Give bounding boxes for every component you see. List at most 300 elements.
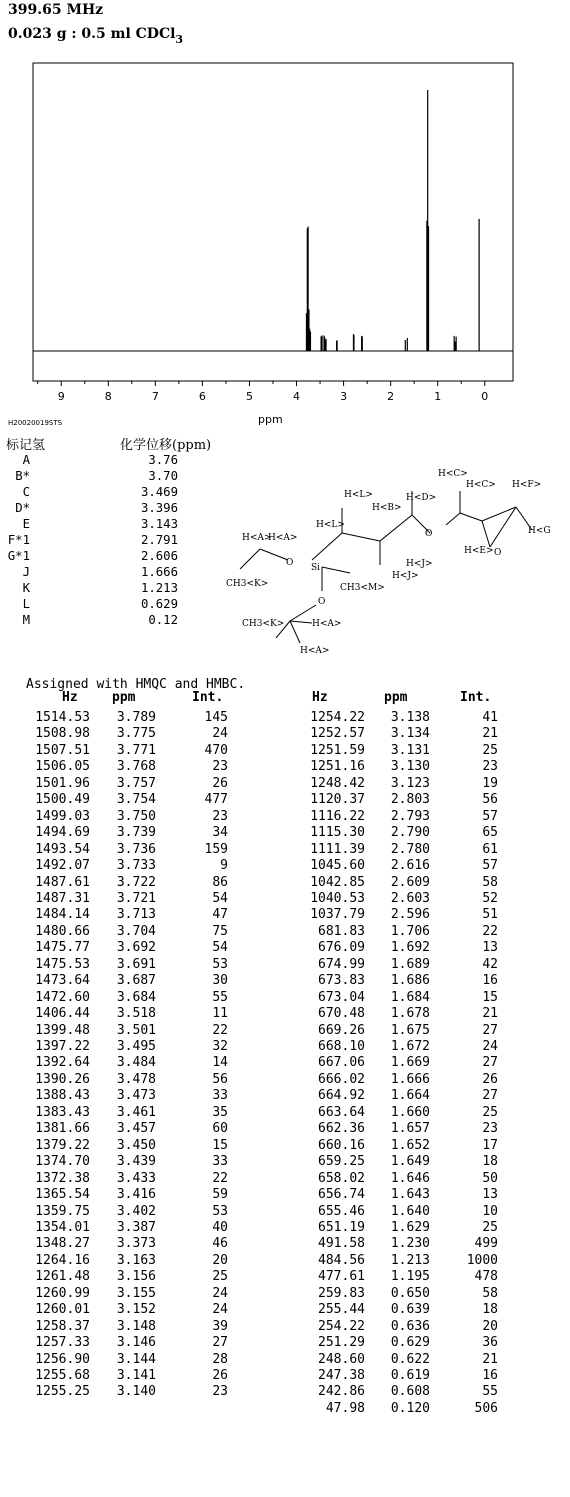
hz-value: 1372.38	[35, 1170, 90, 1186]
ppm-value: 3.373	[116, 1236, 156, 1252]
hz-value: 1499.03	[35, 808, 90, 824]
intensity-value: 61	[482, 841, 498, 857]
ppm-value: 3.768	[116, 759, 156, 775]
proton-label: E	[22, 517, 30, 531]
intensity-value: 16	[482, 1368, 498, 1383]
ppm-value: 1.629	[390, 1219, 430, 1235]
intensity-value: 499	[474, 1236, 498, 1252]
ppm-value: 1.657	[390, 1121, 430, 1137]
chemical-shift: 3.469	[140, 485, 178, 499]
hz-value: 651.19	[318, 1219, 365, 1235]
chemical-shift: 3.70	[148, 469, 178, 483]
intensity-value: 59	[212, 1187, 228, 1203]
hz-value: 248.60	[318, 1351, 365, 1367]
intensity-value: 24	[212, 1302, 228, 1318]
x-axis-label: ppm	[258, 413, 283, 426]
intensity-value: 1000	[466, 1252, 498, 1268]
x-tick-label: 9	[57, 390, 65, 403]
ppm-value: 1.672	[390, 1039, 430, 1054]
intensity-value: 55	[212, 989, 228, 1005]
col-ppm-left: ppm	[112, 690, 136, 705]
intensity-value: 25	[212, 1269, 228, 1285]
ppm-value: 3.722	[116, 874, 156, 890]
intensity-value: 25	[482, 1219, 498, 1235]
hz-value: 1365.54	[35, 1187, 90, 1203]
ppm-value: 1.678	[390, 1006, 430, 1022]
ppm-value: 1.669	[390, 1055, 430, 1071]
hz-value: 656.74	[318, 1187, 365, 1203]
intensity-value: 52	[482, 890, 498, 906]
ppm-value: 3.473	[116, 1088, 156, 1104]
intensity-value: 41	[482, 710, 498, 725]
hz-value: 1111.39	[310, 841, 365, 857]
hz-value: 659.25	[318, 1154, 365, 1170]
hz-value: 667.06	[318, 1055, 365, 1071]
ppm-value: 1.230	[390, 1236, 430, 1252]
intensity-value: 57	[482, 858, 498, 874]
ppm-value: 3.148	[116, 1318, 156, 1334]
proton-label: A	[22, 453, 30, 467]
chemical-shift: 0.12	[148, 613, 178, 627]
intensity-value: 478	[474, 1269, 498, 1285]
hz-value: 666.02	[318, 1071, 365, 1087]
hz-value: 670.48	[318, 1006, 365, 1022]
hz-value: 669.26	[318, 1022, 365, 1038]
ppm-value: 1.692	[390, 940, 430, 956]
hz-value: 658.02	[318, 1170, 365, 1186]
hz-value: 484.56	[318, 1252, 365, 1268]
intensity-value: 26	[212, 1368, 228, 1383]
hz-value: 1487.31	[35, 890, 90, 906]
hz-value: 674.99	[318, 956, 365, 972]
hz-value: 1390.26	[35, 1071, 90, 1087]
proton-label: J	[22, 565, 30, 579]
chemical-shift: 3.143	[140, 517, 178, 531]
intensity-value: 23	[212, 759, 228, 775]
intensity-value: 13	[482, 1187, 498, 1203]
chemical-shift: 1.666	[140, 565, 178, 579]
ppm-value: 0.636	[390, 1318, 430, 1334]
hz-value: 1501.96	[35, 775, 90, 791]
ppm-value: 2.603	[390, 890, 430, 906]
intensity-value: 21	[482, 1006, 498, 1022]
atom-label: H<G	[528, 526, 551, 536]
ppm-value: 2.803	[390, 792, 430, 808]
molecule-structure	[220, 463, 560, 663]
col-ppm-right: ppm	[384, 690, 408, 705]
proton-label: G*1	[7, 549, 30, 563]
ppm-value: 3.439	[116, 1154, 156, 1170]
hz-value: 1475.53	[35, 956, 90, 972]
intensity-value: 20	[212, 1252, 228, 1268]
intensity-value: 35	[212, 1104, 228, 1120]
x-tick-label: 4	[293, 390, 301, 403]
ppm-value: 1.689	[390, 956, 430, 972]
atom-label: H<C>	[466, 480, 496, 490]
atom-label: H<A>	[242, 533, 272, 543]
hz-value: 660.16	[318, 1137, 365, 1153]
hz-value: 1256.90	[35, 1351, 90, 1367]
ppm-value: 2.793	[390, 808, 430, 824]
ppm-value: 2.790	[390, 825, 430, 841]
intensity-value: 20	[482, 1318, 498, 1334]
ppm-value: 0.619	[390, 1368, 430, 1383]
chemical-shift: 3.396	[140, 501, 178, 515]
hz-value: 1492.07	[35, 858, 90, 874]
hz-value: 1406.44	[35, 1006, 90, 1022]
intensity-value: 18	[482, 1302, 498, 1318]
intensity-value: 21	[482, 726, 498, 742]
hz-value: 1264.16	[35, 1252, 90, 1268]
hz-value: 1374.70	[35, 1154, 90, 1170]
proton-label: B*	[15, 469, 30, 483]
intensity-value: 24	[212, 726, 228, 742]
hz-value: 1493.54	[35, 841, 90, 857]
intensity-value: 17	[482, 1137, 498, 1153]
ppm-value: 0.608	[390, 1384, 430, 1400]
hz-value: 668.10	[318, 1039, 365, 1054]
hz-value: 1261.48	[35, 1269, 90, 1285]
ppm-value: 2.780	[390, 841, 430, 857]
ppm-value: 0.120	[390, 1400, 430, 1416]
ppm-value: 3.146	[116, 1335, 156, 1351]
intensity-value: 9	[220, 858, 228, 874]
ppm-value: 3.131	[390, 742, 430, 758]
atom-label: Si	[311, 563, 321, 573]
hz-value: 1248.42	[310, 775, 365, 791]
x-tick-label: 8	[104, 390, 112, 403]
hz-value: 1473.64	[35, 973, 90, 989]
intensity-value: 24	[482, 1039, 498, 1054]
spectrometer-frequency: 399.65 MHz	[8, 2, 104, 18]
ppm-value: 0.622	[390, 1351, 430, 1367]
intensity-value: 33	[212, 1154, 228, 1170]
nmr-spectrum-chart	[0, 0, 570, 420]
x-tick-label: 1	[434, 390, 442, 403]
hz-value: 1037.79	[310, 907, 365, 923]
intensity-value: 46	[212, 1236, 228, 1252]
hz-value: 1484.14	[35, 907, 90, 923]
ppm-value: 1.684	[390, 989, 430, 1005]
ppm-value: 3.478	[116, 1071, 156, 1087]
ppm-value: 3.130	[390, 759, 430, 775]
intensity-value: 53	[212, 1203, 228, 1219]
hz-value: 663.64	[318, 1104, 365, 1120]
ppm-value: 3.733	[116, 858, 156, 874]
intensity-value: 47	[212, 907, 228, 923]
intensity-value: 54	[212, 890, 228, 906]
ppm-value: 3.736	[116, 841, 156, 857]
hz-value: 1040.53	[310, 890, 365, 906]
hz-value: 259.83	[318, 1285, 365, 1301]
atom-label: H<F>	[512, 480, 542, 490]
intensity-value: 11	[212, 1006, 228, 1022]
ppm-value: 2.616	[390, 858, 430, 874]
atom-label: H<A>	[300, 646, 330, 656]
hz-value: 1359.75	[35, 1203, 90, 1219]
ppm-value: 1.664	[390, 1088, 430, 1104]
ppm-value: 3.416	[116, 1187, 156, 1203]
hz-value: 1480.66	[35, 923, 90, 939]
hz-value: 1381.66	[35, 1121, 90, 1137]
intensity-value: 10	[482, 1203, 498, 1219]
hz-value: 1042.85	[310, 874, 365, 890]
intensity-value: 65	[482, 825, 498, 841]
intensity-value: 23	[482, 759, 498, 775]
intensity-value: 58	[482, 1285, 498, 1301]
ppm-value: 3.739	[116, 825, 156, 841]
proton-label: L	[22, 597, 30, 611]
chemical-shift: 2.606	[140, 549, 178, 563]
intensity-value: 23	[212, 808, 228, 824]
hz-value: 477.61	[318, 1269, 365, 1285]
spectrum-peaks	[306, 90, 479, 351]
ppm-value: 3.713	[116, 907, 156, 923]
hz-value: 1251.16	[310, 759, 365, 775]
intensity-value: 159	[204, 841, 228, 857]
assignment-note: Assigned with HMQC and HMBC.	[26, 677, 246, 692]
hz-value: 662.36	[318, 1121, 365, 1137]
ppm-value: 3.144	[116, 1351, 156, 1367]
ppm-value: 1.195	[390, 1269, 430, 1285]
intensity-value: 19	[482, 775, 498, 791]
col-hz-left: Hz	[62, 690, 78, 705]
intensity-value: 86	[212, 874, 228, 890]
col-int-left: Int.	[192, 690, 224, 705]
hz-value: 1260.99	[35, 1285, 90, 1301]
chemical-shift: 0.629	[140, 597, 178, 611]
ppm-value: 3.141	[116, 1368, 156, 1383]
hz-value: 1500.49	[35, 792, 90, 808]
intensity-value: 22	[212, 1022, 228, 1038]
atom-label: O	[286, 558, 294, 568]
ppm-value: 3.789	[116, 710, 156, 725]
hz-value: 1399.48	[35, 1022, 90, 1038]
hz-value: 1354.01	[35, 1219, 90, 1235]
x-tick-label: 7	[151, 390, 159, 403]
hz-value: 1475.77	[35, 940, 90, 956]
intensity-value: 477	[204, 792, 228, 808]
intensity-value: 36	[482, 1335, 498, 1351]
ppm-value: 3.775	[116, 726, 156, 742]
col-hz-right: Hz	[312, 690, 328, 705]
atom-label: H<D>	[406, 493, 437, 503]
ppm-value: 3.134	[390, 726, 430, 742]
hz-value: 1255.25	[35, 1384, 90, 1400]
ppm-value: 3.692	[116, 940, 156, 956]
intensity-value: 470	[204, 742, 228, 758]
ppm-value: 3.704	[116, 923, 156, 939]
atom-label: H<A>	[268, 533, 298, 543]
hz-value: 254.22	[318, 1318, 365, 1334]
assign-header-label: 标记氢	[6, 438, 46, 453]
intensity-value: 53	[212, 956, 228, 972]
ppm-value: 3.402	[116, 1203, 156, 1219]
ppm-value: 1.643	[390, 1187, 430, 1203]
hz-value: 1116.22	[310, 808, 365, 824]
ppm-value: 3.461	[116, 1104, 156, 1120]
ppm-value: 0.639	[390, 1302, 430, 1318]
chemical-shift: 2.791	[140, 533, 178, 547]
ppm-value: 3.501	[116, 1022, 156, 1038]
x-axis-ticks	[38, 381, 489, 403]
intensity-value: 23	[212, 1384, 228, 1400]
hz-value: 1115.30	[310, 825, 365, 841]
intensity-value: 60	[212, 1121, 228, 1137]
hz-value: 1045.60	[310, 858, 365, 874]
ppm-value: 3.684	[116, 989, 156, 1005]
intensity-value: 21	[482, 1351, 498, 1367]
hz-value: 1379.22	[35, 1137, 90, 1153]
ppm-value: 1.652	[390, 1137, 430, 1153]
ppm-value: 1.649	[390, 1154, 430, 1170]
ppm-value: 3.140	[116, 1384, 156, 1400]
hz-value: 1348.27	[35, 1236, 90, 1252]
ppm-value: 3.750	[116, 808, 156, 824]
ppm-value: 3.691	[116, 956, 156, 972]
intensity-value: 15	[212, 1137, 228, 1153]
ppm-value: 3.495	[116, 1039, 156, 1054]
intensity-value: 50	[482, 1170, 498, 1186]
chemical-shift: 1.213	[140, 581, 178, 595]
hz-value: 1254.22	[310, 710, 365, 725]
sample-id: H20020019STS	[8, 419, 63, 427]
atom-label: O	[494, 548, 502, 558]
ppm-value: 2.596	[390, 907, 430, 923]
intensity-value: 54	[212, 940, 228, 956]
hz-value: 1487.61	[35, 874, 90, 890]
intensity-value: 26	[482, 1071, 498, 1087]
atom-label: H<C>	[438, 469, 468, 479]
ppm-value: 0.650	[390, 1285, 430, 1301]
intensity-value: 56	[482, 792, 498, 808]
intensity-value: 27	[482, 1055, 498, 1071]
intensity-value: 42	[482, 956, 498, 972]
x-tick-label: 6	[198, 390, 206, 403]
hz-value: 47.98	[325, 1400, 365, 1416]
intensity-value: 145	[204, 710, 228, 725]
hz-value: 1506.05	[35, 759, 90, 775]
atom-label: H<E>	[464, 546, 494, 556]
ppm-value: 1.660	[390, 1104, 430, 1120]
intensity-value: 58	[482, 874, 498, 890]
x-tick-label: 0	[481, 390, 489, 403]
hz-value: 255.44	[318, 1302, 365, 1318]
intensity-value: 27	[482, 1088, 498, 1104]
intensity-value: 26	[212, 775, 228, 791]
ppm-value: 3.156	[116, 1269, 156, 1285]
sample-description: 0.023 g : 0.5 ml CDCl$_3$	[8, 26, 184, 46]
hz-value: 1472.60	[35, 989, 90, 1005]
intensity-value: 14	[212, 1055, 228, 1071]
intensity-value: 34	[212, 825, 228, 841]
atom-label: CH3<M>	[340, 583, 385, 593]
hz-value: 251.29	[318, 1335, 365, 1351]
ppm-value: 3.163	[116, 1252, 156, 1268]
ppm-value: 1.675	[390, 1022, 430, 1038]
ppm-value: 3.433	[116, 1170, 156, 1186]
atom-label: CH3<K>	[242, 619, 285, 629]
hz-value: 673.04	[318, 989, 365, 1005]
ppm-value: 3.387	[116, 1219, 156, 1235]
atom-label: H<A>	[312, 619, 342, 629]
ppm-value: 1.666	[390, 1071, 430, 1087]
ppm-value: 1.640	[390, 1203, 430, 1219]
ppm-value: 3.450	[116, 1137, 156, 1153]
intensity-value: 25	[482, 742, 498, 758]
hz-value: 1257.33	[35, 1335, 90, 1351]
hz-value: 1508.98	[35, 726, 90, 742]
intensity-value: 33	[212, 1088, 228, 1104]
ppm-value: 3.457	[116, 1121, 156, 1137]
ppm-value: 3.518	[116, 1006, 156, 1022]
proton-label: D*	[15, 501, 30, 515]
hz-value: 1255.68	[35, 1368, 90, 1383]
ppm-value: 2.609	[390, 874, 430, 890]
proton-label: M	[22, 613, 30, 627]
assign-header-shift: 化学位移(ppm)	[120, 438, 212, 453]
hz-value: 664.92	[318, 1088, 365, 1104]
intensity-value: 22	[212, 1170, 228, 1186]
ppm-value: 3.687	[116, 973, 156, 989]
intensity-value: 30	[212, 973, 228, 989]
hz-value: 491.58	[318, 1236, 365, 1252]
atom-label: H<J>	[406, 559, 433, 569]
intensity-value: 75	[212, 923, 228, 939]
intensity-value: 55	[482, 1384, 498, 1400]
hz-value: 681.83	[318, 923, 365, 939]
ppm-value: 1.686	[390, 973, 430, 989]
intensity-value: 16	[482, 973, 498, 989]
intensity-value: 51	[482, 907, 498, 923]
atom-label: H<B>	[372, 503, 402, 513]
x-tick-label: 3	[340, 390, 348, 403]
atom-label: O	[425, 529, 433, 539]
hz-value: 1258.37	[35, 1318, 90, 1334]
proton-label: F*1	[7, 533, 30, 547]
ppm-value: 3.757	[116, 775, 156, 791]
hz-value: 1397.22	[35, 1039, 90, 1054]
ppm-value: 3.138	[390, 710, 430, 725]
intensity-value: 27	[212, 1335, 228, 1351]
intensity-value: 32	[212, 1039, 228, 1054]
col-int-right: Int.	[460, 690, 492, 705]
intensity-value: 28	[212, 1351, 228, 1367]
atom-label: H<J>	[392, 571, 419, 581]
hz-value: 1507.51	[35, 742, 90, 758]
intensity-value: 56	[212, 1071, 228, 1087]
atom-label: H<L>	[316, 520, 345, 530]
x-tick-label: 2	[387, 390, 395, 403]
intensity-value: 25	[482, 1104, 498, 1120]
ppm-value: 1.213	[390, 1252, 430, 1268]
ppm-value: 3.771	[116, 742, 156, 758]
intensity-value: 39	[212, 1318, 228, 1334]
ppm-value: 3.155	[116, 1285, 156, 1301]
ppm-value: 3.721	[116, 890, 156, 906]
proton-label: K	[22, 581, 30, 595]
x-tick-label: 5	[245, 390, 253, 403]
atom-label: H<L>	[344, 490, 373, 500]
ppm-value: 3.484	[116, 1055, 156, 1071]
intensity-value: 24	[212, 1285, 228, 1301]
hz-value: 1251.59	[310, 742, 365, 758]
hz-value: 1383.43	[35, 1104, 90, 1120]
hz-value: 247.38	[318, 1368, 365, 1383]
ppm-value: 1.706	[390, 923, 430, 939]
intensity-value: 40	[212, 1219, 228, 1235]
hz-value: 1514.53	[35, 710, 90, 725]
